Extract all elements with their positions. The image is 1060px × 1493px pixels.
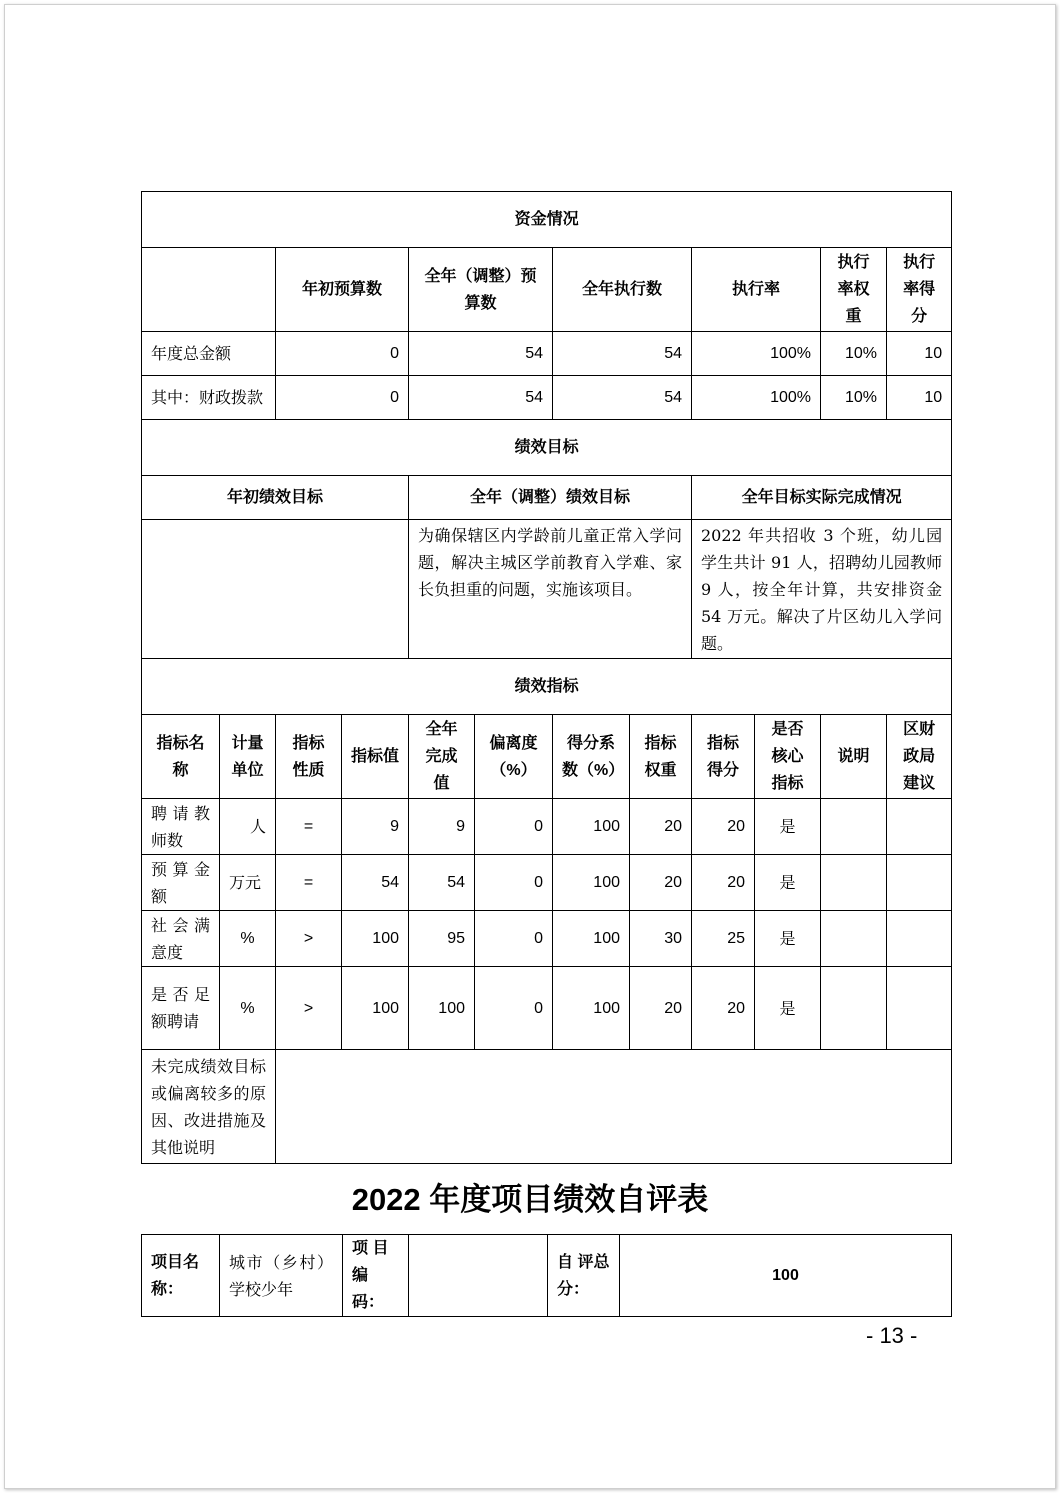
indicator-coefficient: 100	[553, 799, 630, 855]
remarks-label: 未完成绩效目标或偏离较多的原因、改进措施及其他说明	[142, 1050, 276, 1164]
indicator-weight: 30	[630, 911, 692, 967]
indicator-advice	[887, 911, 952, 967]
indicator-coefficient: 100	[553, 967, 630, 1050]
performance-table	[141, 191, 952, 1164]
indicator-unit: 万元	[220, 855, 276, 911]
indicator-actual: 9	[409, 799, 475, 855]
indicator-deviation: 0	[475, 967, 553, 1050]
next-form-title: 2022 年度项目绩效自评表	[351, 1182, 709, 1217]
indicator-header-unit: 计量单位	[220, 715, 276, 799]
indicator-header-weight: 指标权重	[630, 715, 692, 799]
indicator-row	[142, 799, 952, 855]
indicator-actual: 54	[409, 855, 475, 911]
project-code-label: 项 目编码：	[343, 1235, 409, 1317]
total-score-label: 自 评总分：	[548, 1235, 620, 1317]
indicator-core: 是	[755, 967, 821, 1050]
indicator-target: 9	[342, 799, 409, 855]
remarks-value	[276, 1050, 952, 1164]
indicator-score: 20	[692, 855, 755, 911]
funds-initial-budget: 0	[276, 332, 409, 376]
indicator-score: 25	[692, 911, 755, 967]
indicator-header-actual: 全年完成值	[409, 715, 475, 799]
indicator-header-nature: 指标性质	[276, 715, 342, 799]
project-name-label: 项目名称：	[142, 1235, 220, 1317]
indicator-name: 社会满意度	[142, 911, 220, 967]
indicator-name: 预算金额	[142, 855, 220, 911]
funds-rate: 100%	[692, 376, 821, 420]
indicator-nature: >	[276, 967, 342, 1050]
indicator-row	[142, 855, 952, 911]
funds-row-label: 其中：财政拨款	[142, 376, 276, 420]
funds-weight: 10%	[821, 332, 887, 376]
goals-header-actual: 全年目标实际完成情况	[692, 476, 952, 520]
indicator-unit: 人	[220, 799, 276, 855]
indicator-target: 54	[342, 855, 409, 911]
indicator-unit: %	[220, 967, 276, 1050]
indicator-header-name: 指标名称	[142, 715, 220, 799]
indicator-header-core: 是否核心指标	[755, 715, 821, 799]
goals-section-title: 绩效目标	[142, 420, 952, 476]
funds-header-rate: 执行率	[692, 248, 821, 332]
funds-row-label: 年度总金额	[142, 332, 276, 376]
indicator-target: 100	[342, 911, 409, 967]
indicator-name: 聘请教师数	[142, 799, 220, 855]
goals-header-adjusted: 全年（调整）绩效目标	[409, 476, 692, 520]
indicator-header-score: 指标得分	[692, 715, 755, 799]
funds-score: 10	[887, 376, 952, 420]
total-score-value: 100	[620, 1235, 952, 1317]
indicator-score: 20	[692, 967, 755, 1050]
indicator-coefficient: 100	[553, 855, 630, 911]
indicator-weight: 20	[630, 855, 692, 911]
funds-weight: 10%	[821, 376, 887, 420]
indicator-core: 是	[755, 911, 821, 967]
indicator-weight: 20	[630, 967, 692, 1050]
indicator-header-target: 指标值	[342, 715, 409, 799]
funds-header-executed: 全年执行数	[553, 248, 692, 332]
project-code-value	[409, 1235, 548, 1317]
indicator-score: 20	[692, 799, 755, 855]
funds-executed: 54	[553, 332, 692, 376]
funds-header-score: 执行率得分	[887, 248, 952, 332]
indicator-note	[821, 967, 887, 1050]
indicator-row	[142, 911, 952, 967]
funds-header-initial-budget: 年初预算数	[276, 248, 409, 332]
goals-adjusted-text: 为确保辖区内学龄前儿童正常入学问题，解决主城区学前教育入学难、家长负担重的问题，实施该项目。	[409, 520, 692, 659]
indicator-core: 是	[755, 855, 821, 911]
indicator-actual: 95	[409, 911, 475, 967]
indicator-header-deviation: 偏离度（%）	[475, 715, 553, 799]
indicator-note	[821, 855, 887, 911]
funds-row	[142, 332, 952, 376]
indicator-note	[821, 911, 887, 967]
goals-actual-text: 2022 年共招收 3 个班，幼儿园学生共计 91 人，招聘幼儿园教师 9 人，按全年计算，共安排资金 54 万元。解决了片区幼儿入学问题。	[692, 520, 952, 659]
project-name-value: 城市（乡村）学校少年	[220, 1235, 343, 1317]
indicator-unit: %	[220, 911, 276, 967]
funds-adjusted-budget: 54	[409, 332, 553, 376]
indicator-target: 100	[342, 967, 409, 1050]
funds-rate: 100%	[692, 332, 821, 376]
goals-header-initial: 年初绩效目标	[142, 476, 409, 520]
next-form-header-table	[141, 1234, 952, 1317]
funds-header-adjusted-budget: 全年（调整）预算数	[409, 248, 553, 332]
funds-header-weight: 执行率权重	[821, 248, 887, 332]
indicator-header-advice: 区财政局建议	[887, 715, 952, 799]
indicator-deviation: 0	[475, 799, 553, 855]
indicators-section-title: 绩效指标	[142, 659, 952, 715]
indicator-actual: 100	[409, 967, 475, 1050]
indicator-nature: =	[276, 855, 342, 911]
indicator-nature: =	[276, 799, 342, 855]
funds-adjusted-budget: 54	[409, 376, 553, 420]
indicator-deviation: 0	[475, 911, 553, 967]
indicator-advice	[887, 799, 952, 855]
indicator-header-coefficient: 得分系数（%）	[553, 715, 630, 799]
indicator-advice	[887, 967, 952, 1050]
indicator-header-note: 说明	[821, 715, 887, 799]
indicator-deviation: 0	[475, 855, 553, 911]
indicator-coefficient: 100	[553, 911, 630, 967]
funds-header-blank	[142, 248, 276, 332]
indicator-row	[142, 967, 952, 1050]
indicator-core: 是	[755, 799, 821, 855]
funds-score: 10	[887, 332, 952, 376]
goals-initial-text	[142, 520, 409, 659]
funds-row	[142, 376, 952, 420]
indicator-nature: >	[276, 911, 342, 967]
indicator-advice	[887, 855, 952, 911]
indicator-weight: 20	[630, 799, 692, 855]
funds-initial-budget: 0	[276, 376, 409, 420]
indicator-name: 是否足额聘请	[142, 967, 220, 1050]
indicator-note	[821, 799, 887, 855]
funds-section-title: 资金情况	[142, 192, 952, 248]
page-number: - 13 -	[866, 1323, 918, 1348]
funds-executed: 54	[553, 376, 692, 420]
